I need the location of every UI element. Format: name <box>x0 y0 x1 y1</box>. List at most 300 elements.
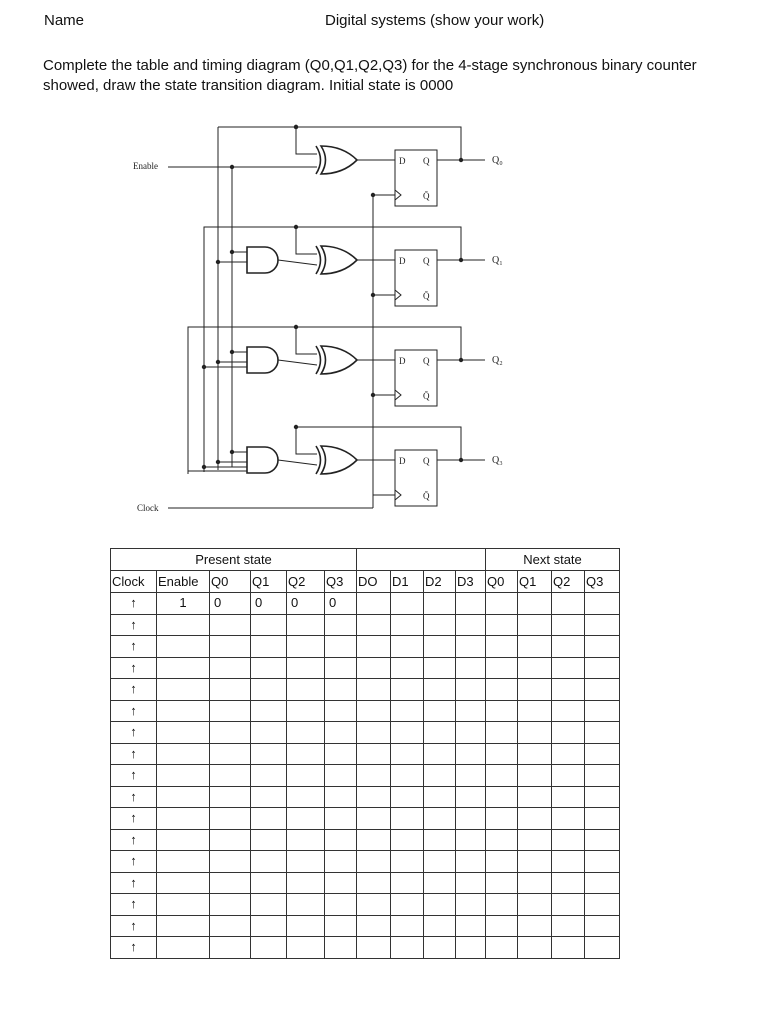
clock-edge-cell: ↑ <box>111 765 157 787</box>
blank-answer-cell[interactable] <box>391 915 424 937</box>
ff-q-label: Q <box>423 356 430 366</box>
blank-answer-cell[interactable] <box>585 851 620 873</box>
blank-answer-cell[interactable] <box>518 786 552 808</box>
blank-answer-cell[interactable] <box>251 743 287 765</box>
xor-gate-0 <box>321 146 357 174</box>
blank-answer-cell[interactable] <box>424 765 456 787</box>
col-header-q1: Q1 <box>251 571 287 593</box>
blank-answer-cell[interactable] <box>357 937 391 959</box>
blank-answer-cell[interactable] <box>456 829 486 851</box>
ff-qbar-label: Q̄ <box>423 191 430 201</box>
blank-answer-cell[interactable] <box>357 765 391 787</box>
table-row <box>111 894 620 916</box>
col-header-enable: Enable <box>157 571 210 593</box>
blank-answer-cell[interactable] <box>391 614 424 636</box>
ff-q-label: Q <box>423 156 430 166</box>
xor-gate-1 <box>321 246 357 274</box>
blank-answer-cell[interactable] <box>456 593 486 615</box>
blank-answer-cell[interactable] <box>210 722 251 744</box>
blank-answer-cell[interactable] <box>486 700 518 722</box>
blank-answer-cell[interactable] <box>424 851 456 873</box>
blank-answer-cell[interactable] <box>325 829 357 851</box>
blank-answer-cell[interactable] <box>486 743 518 765</box>
clock-edge-cell: ↑ <box>111 614 157 636</box>
blank-answer-cell[interactable] <box>552 636 585 658</box>
blank-answer-cell[interactable] <box>424 657 456 679</box>
blank-answer-cell[interactable] <box>585 722 620 744</box>
blank-answer-cell[interactable] <box>456 743 486 765</box>
blank-answer-cell[interactable] <box>287 700 325 722</box>
blank-answer-cell[interactable] <box>424 722 456 744</box>
ff-qbar-label: Q̄ <box>423 391 430 401</box>
clock-edge-cell: ↑ <box>111 786 157 808</box>
blank-answer-cell[interactable] <box>552 786 585 808</box>
blank-answer-cell[interactable] <box>357 593 391 615</box>
blank-answer-cell[interactable] <box>210 743 251 765</box>
blank-answer-cell[interactable] <box>424 937 456 959</box>
blank-answer-cell[interactable] <box>456 636 486 658</box>
blank-answer-cell[interactable] <box>357 872 391 894</box>
blank-answer-cell[interactable] <box>424 743 456 765</box>
blank-answer-cell[interactable] <box>391 872 424 894</box>
blank-answer-cell[interactable] <box>518 657 552 679</box>
clock-label: Clock <box>137 503 159 513</box>
clock-edge-cell: ↑ <box>111 679 157 701</box>
blank-answer-cell[interactable] <box>357 636 391 658</box>
blank-answer-cell[interactable] <box>210 872 251 894</box>
blank-answer-cell[interactable] <box>210 829 251 851</box>
blank-answer-cell[interactable] <box>210 700 251 722</box>
instructions-text: Complete the table and timing diagram (Q0,Q1,Q2,Q3) for the 4-stage synchronous binary counter showed, draw the state transition diagram. Initial state is 0000 <box>43 57 697 94</box>
blank-answer-cell[interactable] <box>585 915 620 937</box>
col-header-d1: D1 <box>391 571 424 593</box>
blank-answer-cell[interactable] <box>424 808 456 830</box>
clock-edge-cell: ↑ <box>111 894 157 916</box>
blank-answer-cell[interactable] <box>486 614 518 636</box>
clock-edge-cell: ↑ <box>111 808 157 830</box>
blank-answer-cell[interactable] <box>424 614 456 636</box>
blank-answer-cell[interactable] <box>486 636 518 658</box>
blank-answer-cell[interactable] <box>456 614 486 636</box>
blank-answer-cell[interactable] <box>391 808 424 830</box>
blank-answer-cell[interactable] <box>157 937 210 959</box>
blank-answer-cell[interactable] <box>251 765 287 787</box>
blank-answer-cell[interactable] <box>391 657 424 679</box>
blank-answer-cell[interactable] <box>357 851 391 873</box>
blank-answer-cell[interactable] <box>357 894 391 916</box>
initial-q2-cell: 0 <box>287 593 325 615</box>
blank-answer-cell[interactable] <box>325 765 357 787</box>
blank-answer-cell[interactable] <box>325 786 357 808</box>
blank-answer-cell[interactable] <box>552 679 585 701</box>
blank-answer-cell[interactable] <box>552 894 585 916</box>
blank-answer-cell[interactable] <box>552 915 585 937</box>
blank-answer-cell[interactable] <box>424 679 456 701</box>
ff-q-label: Q <box>423 456 430 466</box>
junction-dot <box>459 358 463 362</box>
blank-answer-cell[interactable] <box>251 808 287 830</box>
blank-answer-cell[interactable] <box>325 808 357 830</box>
blank-answer-cell[interactable] <box>287 829 325 851</box>
blank-answer-cell[interactable] <box>287 614 325 636</box>
blank-answer-cell[interactable] <box>585 657 620 679</box>
blank-answer-cell[interactable] <box>518 679 552 701</box>
blank-answer-cell[interactable] <box>552 657 585 679</box>
blank-answer-cell[interactable] <box>357 915 391 937</box>
blank-answer-cell[interactable] <box>391 937 424 959</box>
blank-answer-cell[interactable] <box>325 872 357 894</box>
clock-edge-cell: ↑ <box>111 593 157 615</box>
clock-edge-cell: ↑ <box>111 636 157 658</box>
blank-answer-cell[interactable] <box>357 829 391 851</box>
and-to-xor-wire <box>278 460 317 465</box>
blank-answer-cell[interactable] <box>251 915 287 937</box>
output-label-q3: Q₃ <box>492 455 503 466</box>
blank-answer-cell[interactable] <box>210 808 251 830</box>
junction-dot <box>230 165 234 169</box>
junction-dot <box>202 365 206 369</box>
junction-dot <box>216 460 220 464</box>
blank-answer-cell[interactable] <box>518 915 552 937</box>
ff-d-label: D <box>399 456 406 466</box>
blank-answer-cell[interactable] <box>585 765 620 787</box>
blank-answer-cell[interactable] <box>518 614 552 636</box>
col-header-d0: DO <box>357 571 391 593</box>
table-row <box>111 808 620 830</box>
blank-answer-cell[interactable] <box>251 894 287 916</box>
blank-answer-cell[interactable] <box>157 829 210 851</box>
and-gate-1 <box>247 247 278 273</box>
output-label-q2: Q₂ <box>492 355 503 366</box>
and-to-xor-wire <box>278 260 317 265</box>
clock-edge-cell: ↑ <box>111 722 157 744</box>
table-row <box>111 937 620 959</box>
blank-answer-cell[interactable] <box>157 722 210 744</box>
ff-d-label: D <box>399 156 406 166</box>
clock-edge-cell: ↑ <box>111 915 157 937</box>
blank-answer-cell[interactable] <box>287 743 325 765</box>
blank-answer-cell[interactable] <box>518 722 552 744</box>
blank-answer-cell[interactable] <box>287 894 325 916</box>
xor-gate-arc <box>316 246 321 274</box>
blank-answer-cell[interactable] <box>518 851 552 873</box>
blank-answer-cell[interactable] <box>157 786 210 808</box>
blank-answer-cell[interactable] <box>157 679 210 701</box>
xor-gate-2 <box>321 346 357 374</box>
blank-answer-cell[interactable] <box>456 657 486 679</box>
blank-answer-cell[interactable] <box>518 593 552 615</box>
blank-answer-cell[interactable] <box>391 851 424 873</box>
blank-answer-cell[interactable] <box>287 937 325 959</box>
blank-answer-cell[interactable] <box>424 700 456 722</box>
blank-answer-cell[interactable] <box>552 593 585 615</box>
blank-answer-cell[interactable] <box>325 722 357 744</box>
blank-answer-cell[interactable] <box>251 851 287 873</box>
ff-d-label: D <box>399 256 406 266</box>
blank-answer-cell[interactable] <box>456 722 486 744</box>
blank-answer-cell[interactable] <box>325 915 357 937</box>
ff-q-label: Q <box>423 256 430 266</box>
blank-answer-cell[interactable] <box>357 657 391 679</box>
blank-answer-cell[interactable] <box>424 872 456 894</box>
blank-answer-cell[interactable] <box>518 808 552 830</box>
table-row <box>111 593 620 615</box>
junction-dot <box>459 258 463 262</box>
blank-answer-cell[interactable] <box>251 657 287 679</box>
blank-answer-cell[interactable] <box>486 593 518 615</box>
blank-answer-cell[interactable] <box>486 765 518 787</box>
blank-answer-cell[interactable] <box>585 636 620 658</box>
and-gate-2 <box>247 347 278 373</box>
blank-answer-cell[interactable] <box>552 700 585 722</box>
blank-answer-cell[interactable] <box>210 765 251 787</box>
col-header-d3: D3 <box>456 571 486 593</box>
blank-answer-cell[interactable] <box>585 894 620 916</box>
blank-answer-cell[interactable] <box>325 657 357 679</box>
blank-answer-cell[interactable] <box>251 679 287 701</box>
blank-answer-cell[interactable] <box>518 937 552 959</box>
blank-answer-cell[interactable] <box>357 614 391 636</box>
table-row <box>111 915 620 937</box>
blank-answer-cell[interactable] <box>287 765 325 787</box>
blank-answer-cell[interactable] <box>391 786 424 808</box>
blank-answer-cell[interactable] <box>585 593 620 615</box>
blank-answer-cell[interactable] <box>157 657 210 679</box>
blank-answer-cell[interactable] <box>456 765 486 787</box>
blank-answer-cell[interactable] <box>391 593 424 615</box>
blank-answer-cell[interactable] <box>424 636 456 658</box>
blank-answer-cell[interactable] <box>325 937 357 959</box>
junction-dot <box>230 450 234 454</box>
blank-answer-cell[interactable] <box>585 829 620 851</box>
blank-answer-cell[interactable] <box>456 808 486 830</box>
junction-dot <box>371 393 375 397</box>
blank-answer-cell[interactable] <box>552 743 585 765</box>
blank-answer-cell[interactable] <box>210 937 251 959</box>
blank-answer-cell[interactable] <box>287 679 325 701</box>
blank-answer-cell[interactable] <box>287 808 325 830</box>
blank-answer-cell[interactable] <box>456 851 486 873</box>
blank-answer-cell[interactable] <box>157 894 210 916</box>
table-row <box>111 851 620 873</box>
blank-answer-cell[interactable] <box>552 872 585 894</box>
blank-answer-cell[interactable] <box>486 679 518 701</box>
blank-answer-cell[interactable] <box>210 679 251 701</box>
blank-answer-cell[interactable] <box>357 808 391 830</box>
blank-answer-cell[interactable] <box>585 679 620 701</box>
blank-answer-cell[interactable] <box>325 679 357 701</box>
blank-answer-cell[interactable] <box>518 829 552 851</box>
table-group-header-row <box>111 549 620 571</box>
blank-answer-cell[interactable] <box>157 636 210 658</box>
blank-answer-cell[interactable] <box>325 743 357 765</box>
blank-answer-cell[interactable] <box>424 915 456 937</box>
blank-answer-cell[interactable] <box>552 937 585 959</box>
blank-answer-cell[interactable] <box>456 700 486 722</box>
blank-answer-cell[interactable] <box>486 786 518 808</box>
junction-dot <box>216 260 220 264</box>
blank-answer-cell[interactable] <box>287 786 325 808</box>
blank-answer-cell[interactable] <box>325 614 357 636</box>
blank-answer-cell[interactable] <box>585 872 620 894</box>
col-header-q3: Q3 <box>325 571 357 593</box>
blank-answer-cell[interactable] <box>585 614 620 636</box>
blank-answer-cell[interactable] <box>251 829 287 851</box>
blank-answer-cell[interactable] <box>456 872 486 894</box>
blank-answer-cell[interactable] <box>157 743 210 765</box>
blank-answer-cell[interactable] <box>391 765 424 787</box>
blank-answer-cell[interactable] <box>486 829 518 851</box>
blank-answer-cell[interactable] <box>391 894 424 916</box>
blank-answer-cell[interactable] <box>357 679 391 701</box>
col-header-q0: Q0 <box>210 571 251 593</box>
blank-answer-cell[interactable] <box>157 808 210 830</box>
blank-answer-cell[interactable] <box>210 636 251 658</box>
initial-enable-cell: 1 <box>157 593 210 615</box>
blank-answer-cell[interactable] <box>552 808 585 830</box>
table-row <box>111 722 620 744</box>
blank-answer-cell[interactable] <box>456 937 486 959</box>
blank-answer-cell[interactable] <box>424 894 456 916</box>
blank-answer-cell[interactable] <box>486 722 518 744</box>
col-header-next-q2: Q2 <box>552 571 585 593</box>
blank-answer-cell[interactable] <box>251 636 287 658</box>
col-header-next-q1: Q1 <box>518 571 552 593</box>
blank-answer-cell[interactable] <box>424 829 456 851</box>
blank-answer-cell[interactable] <box>552 829 585 851</box>
blank-answer-cell[interactable] <box>518 765 552 787</box>
table-row <box>111 700 620 722</box>
blank-answer-cell[interactable] <box>456 915 486 937</box>
ff-qbar-label: Q̄ <box>423 291 430 301</box>
blank-answer-cell[interactable] <box>325 636 357 658</box>
counter-circuit-diagram <box>0 110 768 530</box>
blank-answer-cell[interactable] <box>325 894 357 916</box>
blank-answer-cell[interactable] <box>325 851 357 873</box>
blank-answer-cell[interactable] <box>391 743 424 765</box>
blank-answer-cell[interactable] <box>287 657 325 679</box>
col-header-q2: Q2 <box>287 571 325 593</box>
blank-answer-cell[interactable] <box>157 765 210 787</box>
blank-answer-cell[interactable] <box>157 700 210 722</box>
blank-answer-cell[interactable] <box>391 829 424 851</box>
table-row <box>111 829 620 851</box>
blank-answer-cell[interactable] <box>287 915 325 937</box>
table-row <box>111 679 620 701</box>
blank-answer-cell[interactable] <box>486 657 518 679</box>
blank-answer-cell[interactable] <box>357 786 391 808</box>
blank-answer-cell[interactable] <box>486 915 518 937</box>
ff-d-label: D <box>399 356 406 366</box>
blank-answer-cell[interactable] <box>210 657 251 679</box>
blank-answer-cell[interactable] <box>486 872 518 894</box>
blank-answer-cell[interactable] <box>287 636 325 658</box>
blank-answer-cell[interactable] <box>210 894 251 916</box>
present-state-header: Present state <box>111 549 357 571</box>
blank-answer-cell[interactable] <box>552 851 585 873</box>
blank-answer-cell[interactable] <box>585 743 620 765</box>
blank-answer-cell[interactable] <box>210 851 251 873</box>
blank-answer-cell[interactable] <box>391 679 424 701</box>
blank-answer-cell[interactable] <box>456 786 486 808</box>
blank-answer-cell[interactable] <box>391 636 424 658</box>
clock-edge-cell: ↑ <box>111 743 157 765</box>
table-row <box>111 614 620 636</box>
blank-answer-cell[interactable] <box>157 851 210 873</box>
blank-answer-cell[interactable] <box>287 851 325 873</box>
blank-answer-cell[interactable] <box>518 894 552 916</box>
name-label: Name <box>44 12 85 29</box>
blank-answer-cell[interactable] <box>486 937 518 959</box>
blank-answer-cell[interactable] <box>157 872 210 894</box>
col-header-clock: Clock <box>111 571 157 593</box>
blank-answer-cell[interactable] <box>552 614 585 636</box>
blank-answer-cell[interactable] <box>210 915 251 937</box>
blank-answer-cell[interactable] <box>391 722 424 744</box>
blank-answer-cell[interactable] <box>552 765 585 787</box>
and-to-xor-wire <box>278 360 317 365</box>
blank-answer-cell[interactable] <box>210 786 251 808</box>
clock-edge-cell: ↑ <box>111 872 157 894</box>
xor-gate-arc <box>316 346 321 374</box>
blank-answer-cell[interactable] <box>518 872 552 894</box>
blank-answer-cell[interactable] <box>456 894 486 916</box>
blank-answer-cell[interactable] <box>585 808 620 830</box>
table-row <box>111 786 620 808</box>
blank-answer-cell[interactable] <box>424 786 456 808</box>
blank-answer-cell[interactable] <box>518 700 552 722</box>
blank-answer-cell[interactable] <box>210 614 251 636</box>
blank-answer-cell[interactable] <box>552 722 585 744</box>
table-row <box>111 657 620 679</box>
ff-qbar-label: Q̄ <box>423 491 430 501</box>
blank-answer-cell[interactable] <box>357 700 391 722</box>
junction-dot <box>459 158 463 162</box>
initial-q3-cell: 0 <box>325 593 357 615</box>
blank-answer-cell[interactable] <box>486 851 518 873</box>
junction-dot <box>294 225 298 229</box>
blank-answer-cell[interactable] <box>157 915 210 937</box>
blank-answer-cell[interactable] <box>287 872 325 894</box>
blank-answer-cell[interactable] <box>518 636 552 658</box>
blank-answer-cell[interactable] <box>585 700 620 722</box>
blank-answer-cell[interactable] <box>585 937 620 959</box>
blank-answer-cell[interactable] <box>486 808 518 830</box>
output-label-q0: Q₀ <box>492 155 503 166</box>
blank-answer-cell[interactable] <box>251 722 287 744</box>
blank-answer-cell[interactable] <box>424 593 456 615</box>
blank-answer-cell[interactable] <box>251 937 287 959</box>
blank-answer-cell[interactable] <box>357 722 391 744</box>
junction-dot <box>230 250 234 254</box>
junction-dot <box>294 325 298 329</box>
blank-answer-cell[interactable] <box>157 614 210 636</box>
blank-answer-cell[interactable] <box>585 786 620 808</box>
blank-answer-cell[interactable] <box>325 700 357 722</box>
blank-answer-cell[interactable] <box>251 872 287 894</box>
blank-answer-cell[interactable] <box>486 894 518 916</box>
blank-answer-cell[interactable] <box>251 786 287 808</box>
blank-answer-cell[interactable] <box>357 743 391 765</box>
blank-answer-cell[interactable] <box>251 614 287 636</box>
blank-answer-cell[interactable] <box>391 700 424 722</box>
blank-answer-cell[interactable] <box>287 722 325 744</box>
blank-answer-cell[interactable] <box>518 743 552 765</box>
junction-dot <box>371 293 375 297</box>
blank-answer-cell[interactable] <box>456 679 486 701</box>
and-gate-3 <box>247 447 278 473</box>
blank-answer-cell[interactable] <box>251 700 287 722</box>
